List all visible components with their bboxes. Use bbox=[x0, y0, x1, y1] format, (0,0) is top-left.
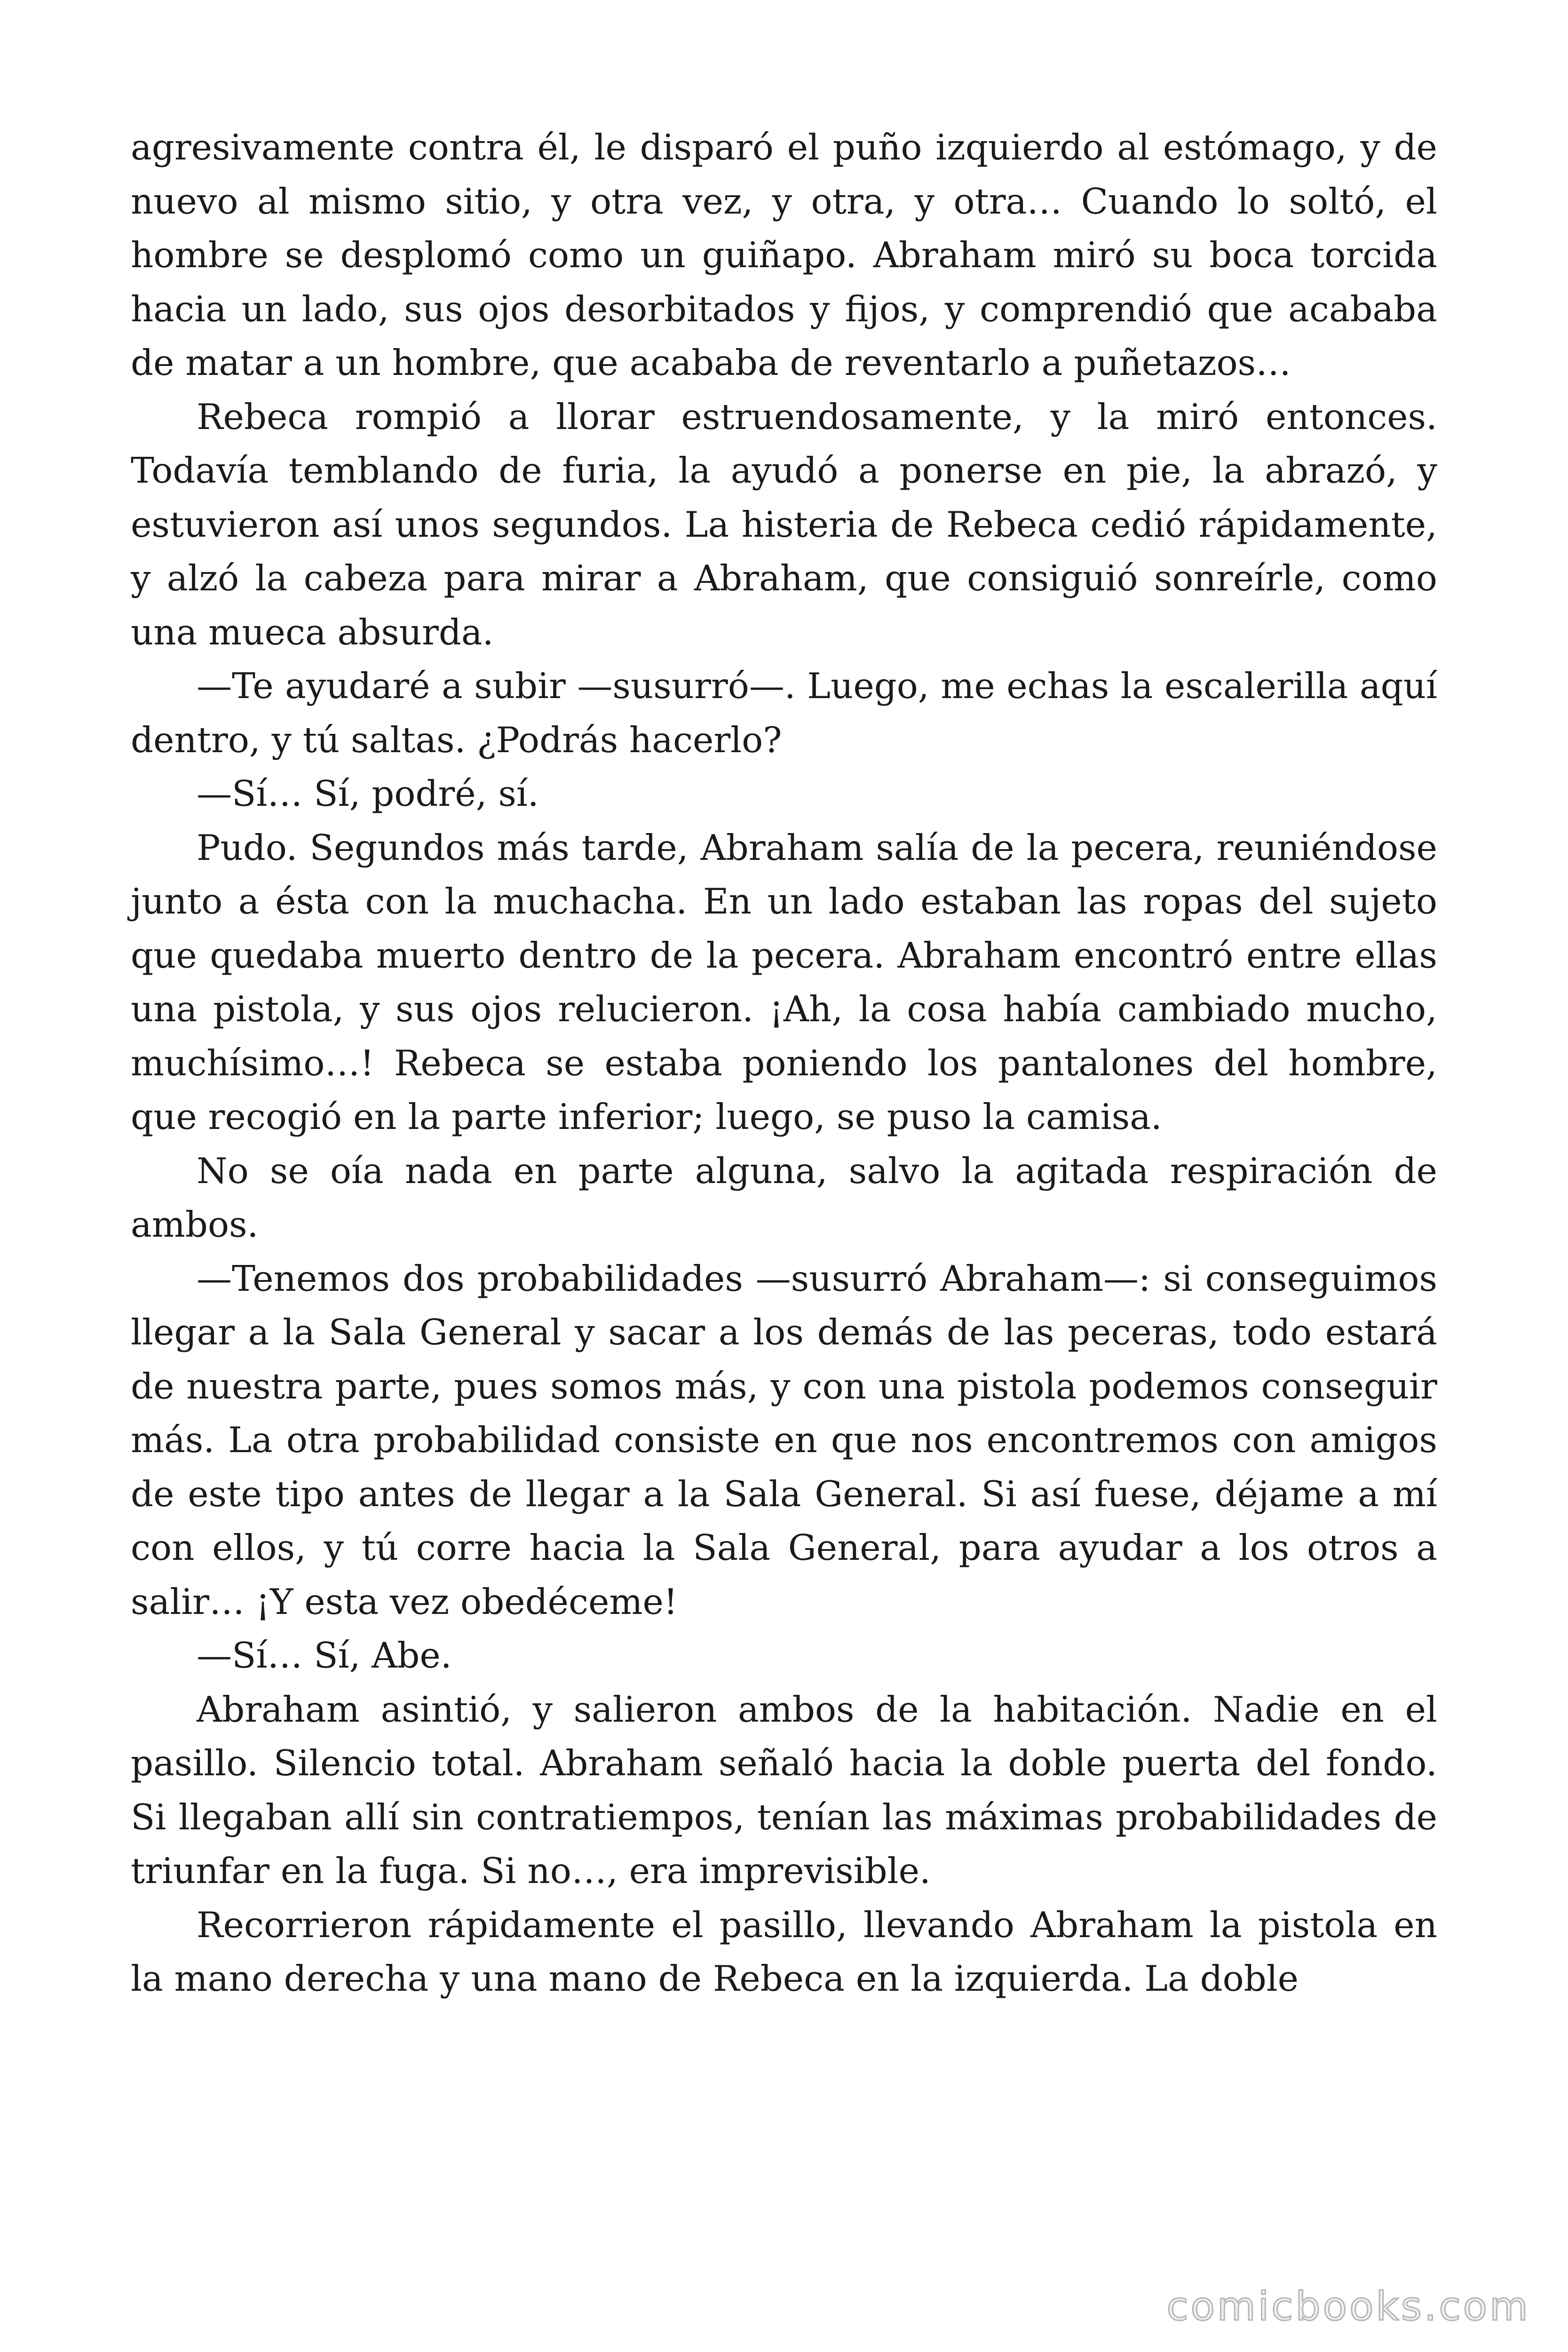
paragraph: Rebeca rompió a llorar estruendosamente, y la miró entonces. Todavía temblando de furia, la ayudó a ponerse en pie, la abrazó, y estuvieron así unos segundos. La histeria de Rebeca cedió rápidamente, y alzó la cabeza para mirar a Abraham, que consiguió sonreírle, como una mueca absurda. bbox=[131, 396, 1437, 653]
paragraph: —Te ayudaré a subir —susurró—. Luego, me echas la escalerilla aquí dentro, y tú saltas. ¿Podrás hacerlo? bbox=[131, 665, 1437, 761]
paragraph: agresivamente contra él, le disparó el puño izquierdo al estómago, y de nuevo al mismo sitio, y otra vez, y otra, y otra… Cuando lo soltó, el hombre se desplomó como un guiñapo. Abraham miró su boca torcida hacia un lado, sus ojos desorbitados y fijos, y comprendió que acababa de matar a un hombre, que acababa de reventarlo a puñetazos… bbox=[131, 127, 1437, 383]
paragraph: —Sí… Sí, podré, sí. bbox=[197, 773, 539, 814]
paragraph: —Sí… Sí, Abe. bbox=[197, 1635, 452, 1676]
paragraph: Recorrieron rápidamente el pasillo, llevando Abraham la pistola en la mano derecha y una mano de Rebeca en la izquierda. La doble bbox=[131, 1904, 1437, 1999]
paragraph: No se oía nada en parte alguna, salvo la agitada respiración de ambos. bbox=[131, 1150, 1437, 1245]
paragraph: Pudo. Segundos más tarde, Abraham salía de la pecera, reuniéndose junto a ésta con la muchacha. En un lado estaban las ropas del sujeto que quedaba muerto dentro de la pecera. Abraham encontró entre ellas una pistola, y sus ojos relucieron. ¡Ah, la cosa había cambiado mucho, muchísimo…! Rebeca se estaba poniendo los pantalones del hombre, que recogió en la parte inferior; luego, se puso la camisa. bbox=[131, 826, 1437, 1137]
paragraph: Abraham asintió, y salieron ambos de la habitación. Nadie en el pasillo. Silencio total. Abraham señaló hacia la doble puerta del fondo. Si llegaban allí sin contratiempos, tenían las máximas probabilidades de triunfar en la fuga. Si no…, era imprevisible. bbox=[131, 1688, 1437, 1891]
watermark: comicbooks.com bbox=[1166, 2283, 1530, 2329]
page-body bbox=[131, 120, 1437, 2006]
paragraph: —Tenemos dos probabilidades —susurró Abraham—: si conseguimos llegar a la Sala General y sacar a los demás de las peceras, todo estará de nuestra parte, pues somos más, y con una pistola podemos conseguir más. La otra probabilidad consiste en que nos encontremos con amigos de este tipo antes de llegar a la Sala General. Si así fuese, déjame a mí con ellos, y tú corre hacia la Sala General, para ayudar a los otros a salir… ¡Y esta vez obedéceme! bbox=[131, 1257, 1437, 1622]
